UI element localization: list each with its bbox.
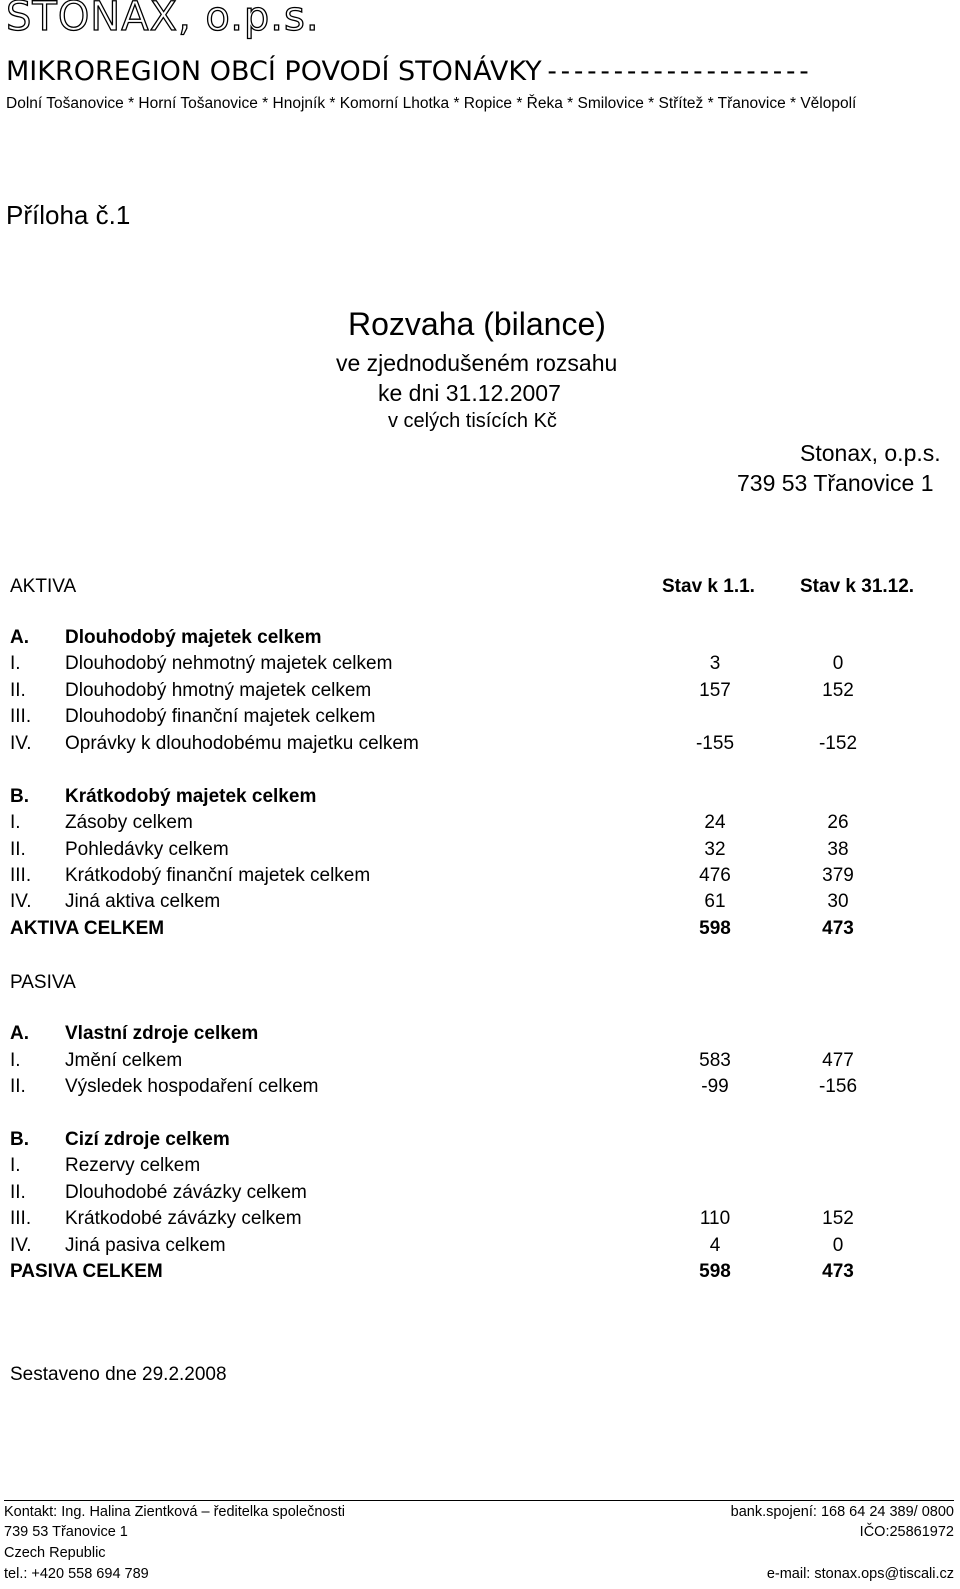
organization-name: MIKROREGION OBCÍ POVODÍ STONÁVKY xyxy=(6,56,542,87)
value-end: 0 xyxy=(832,653,844,674)
row-number: III. xyxy=(10,1208,32,1229)
footer-country: Czech Republic xyxy=(4,1545,106,1561)
compiled-date: Sestaveno dne 29.2.2008 xyxy=(10,1364,227,1385)
balance-date: ke dni 31.12.2007 xyxy=(378,380,561,406)
table-row xyxy=(0,627,960,653)
value-end: 152 xyxy=(822,680,854,701)
value-start: -155 xyxy=(695,733,735,754)
table-row xyxy=(0,680,960,706)
total-label: PASIVA CELKEM xyxy=(10,1261,163,1282)
row-number: II. xyxy=(10,839,26,860)
table-row xyxy=(0,706,960,732)
table-row xyxy=(0,653,960,679)
row-number: III. xyxy=(10,706,32,727)
row-label: Krátkodobý majetek celkem xyxy=(65,786,317,807)
value-start: 32 xyxy=(704,839,726,860)
table-row xyxy=(0,891,960,917)
liabilities-header: PASIVA xyxy=(10,972,76,993)
value-start: 3 xyxy=(709,653,721,674)
row-label: Pohledávky celkem xyxy=(65,839,229,860)
row-label: Zásoby celkem xyxy=(65,812,193,833)
value-end: 152 xyxy=(822,1208,854,1229)
brand-logo-text: STONAX, o.p.s. xyxy=(6,0,320,40)
row-number: B. xyxy=(10,1129,29,1150)
row-number: I. xyxy=(10,812,21,833)
table-row xyxy=(0,733,960,759)
row-label: Dlouhodobý hmotný majetek celkem xyxy=(65,680,372,701)
table-row xyxy=(0,1076,960,1102)
table-row xyxy=(0,839,960,865)
value-end: -156 xyxy=(818,1076,858,1097)
row-label: Dlouhodobý majetek celkem xyxy=(65,627,322,648)
row-label: Jmění celkem xyxy=(65,1050,183,1071)
column-header-start: Stav k 1.1. xyxy=(662,576,755,597)
value-start: 4 xyxy=(709,1235,721,1256)
value-start: 476 xyxy=(699,865,731,886)
table-row xyxy=(0,1129,960,1155)
footer-phone: tel.: +420 558 694 789 xyxy=(4,1566,149,1582)
company-address: 739 53 Třanovice 1 xyxy=(737,470,934,496)
row-number: IV. xyxy=(10,891,32,912)
document-subtitle: ve zjednodušeném rozsahu xyxy=(336,350,618,376)
row-number: II. xyxy=(10,1076,26,1097)
value-end: 26 xyxy=(827,812,849,833)
organization-trail: -------------------- xyxy=(544,56,810,87)
table-row xyxy=(0,1050,960,1076)
footer-address: 739 53 Třanovice 1 xyxy=(4,1524,128,1540)
row-label: Cizí zdroje celkem xyxy=(65,1129,230,1150)
annex-label: Příloha č.1 xyxy=(6,200,131,230)
value-end: 0 xyxy=(832,1235,844,1256)
table-row xyxy=(0,786,960,812)
row-label: Dlouhodobý nehmotný majetek celkem xyxy=(65,653,393,674)
value-end: 30 xyxy=(827,891,849,912)
row-number: II. xyxy=(10,680,26,701)
assets-total-row xyxy=(0,918,960,944)
liabilities-total-row xyxy=(0,1261,960,1287)
total-end: 473 xyxy=(822,1261,854,1282)
value-start: 61 xyxy=(704,891,726,912)
value-start: 110 xyxy=(699,1208,731,1229)
footer-ico: IČO:25861972 xyxy=(859,1524,954,1540)
row-number: I. xyxy=(10,1155,21,1176)
row-number: I. xyxy=(10,1050,21,1071)
table-row xyxy=(0,865,960,891)
row-number: II. xyxy=(10,1182,26,1203)
footer-contact: Kontakt: Ing. Halina Zientková – ředitelka společnosti xyxy=(4,1504,345,1520)
row-label: Oprávky k dlouhodobému majetku celkem xyxy=(65,733,419,754)
company-name: Stonax, o.p.s. xyxy=(800,440,941,466)
column-header-end: Stav k 31.12. xyxy=(800,576,915,597)
footer-divider xyxy=(4,1500,954,1501)
total-label: AKTIVA CELKEM xyxy=(10,918,165,939)
value-start: 157 xyxy=(699,680,731,701)
table-row xyxy=(0,812,960,838)
row-number: III. xyxy=(10,865,32,886)
row-number: B. xyxy=(10,786,29,807)
row-number: IV. xyxy=(10,733,32,754)
row-label: Jiná pasiva celkem xyxy=(65,1235,226,1256)
value-end: 477 xyxy=(822,1050,854,1071)
row-label: Dlouhodobé závázky celkem xyxy=(65,1182,307,1203)
value-start: 24 xyxy=(704,812,726,833)
value-start: 583 xyxy=(699,1050,731,1071)
row-label: Dlouhodobý finanční majetek celkem xyxy=(65,706,376,727)
footer-bank: bank.spojení: 168 64 24 389/ 0800 xyxy=(730,1504,954,1520)
row-label: Výsledek hospodaření celkem xyxy=(65,1076,319,1097)
member-municipalities: Dolní Tošanovice * Horní Tošanovice * Hnojník * Komorní Lhotka * Ropice * Řeka * Smilovice * Střítež * Třanovice * Vělopolí xyxy=(6,95,857,112)
row-number: IV. xyxy=(10,1235,32,1256)
row-label: Jiná aktiva celkem xyxy=(65,891,221,912)
row-number: A. xyxy=(10,627,29,648)
table-row xyxy=(0,1208,960,1234)
table-row xyxy=(0,1182,960,1208)
value-end: 379 xyxy=(822,865,854,886)
table-row xyxy=(0,1235,960,1261)
row-number: I. xyxy=(10,653,21,674)
value-end: 38 xyxy=(827,839,849,860)
value-start: -99 xyxy=(701,1076,729,1097)
value-end: -152 xyxy=(818,733,858,754)
total-start: 598 xyxy=(699,918,731,939)
row-label: Rezervy celkem xyxy=(65,1155,201,1176)
total-end: 473 xyxy=(822,918,854,939)
table-row xyxy=(0,1023,960,1049)
row-label: Krátkodobé závázky celkem xyxy=(65,1208,302,1229)
table-row xyxy=(0,1155,960,1181)
row-label: Vlastní zdroje celkem xyxy=(65,1023,259,1044)
row-label: Krátkodobý finanční majetek celkem xyxy=(65,865,371,886)
total-start: 598 xyxy=(699,1261,731,1282)
assets-header: AKTIVA xyxy=(10,576,77,597)
footer-email: e-mail: stonax.ops@tiscali.cz xyxy=(766,1566,954,1582)
currency-units: v celých tisících Kč xyxy=(388,410,557,432)
row-number: A. xyxy=(10,1023,29,1044)
document-title: Rozvaha (bilance) xyxy=(348,306,606,342)
